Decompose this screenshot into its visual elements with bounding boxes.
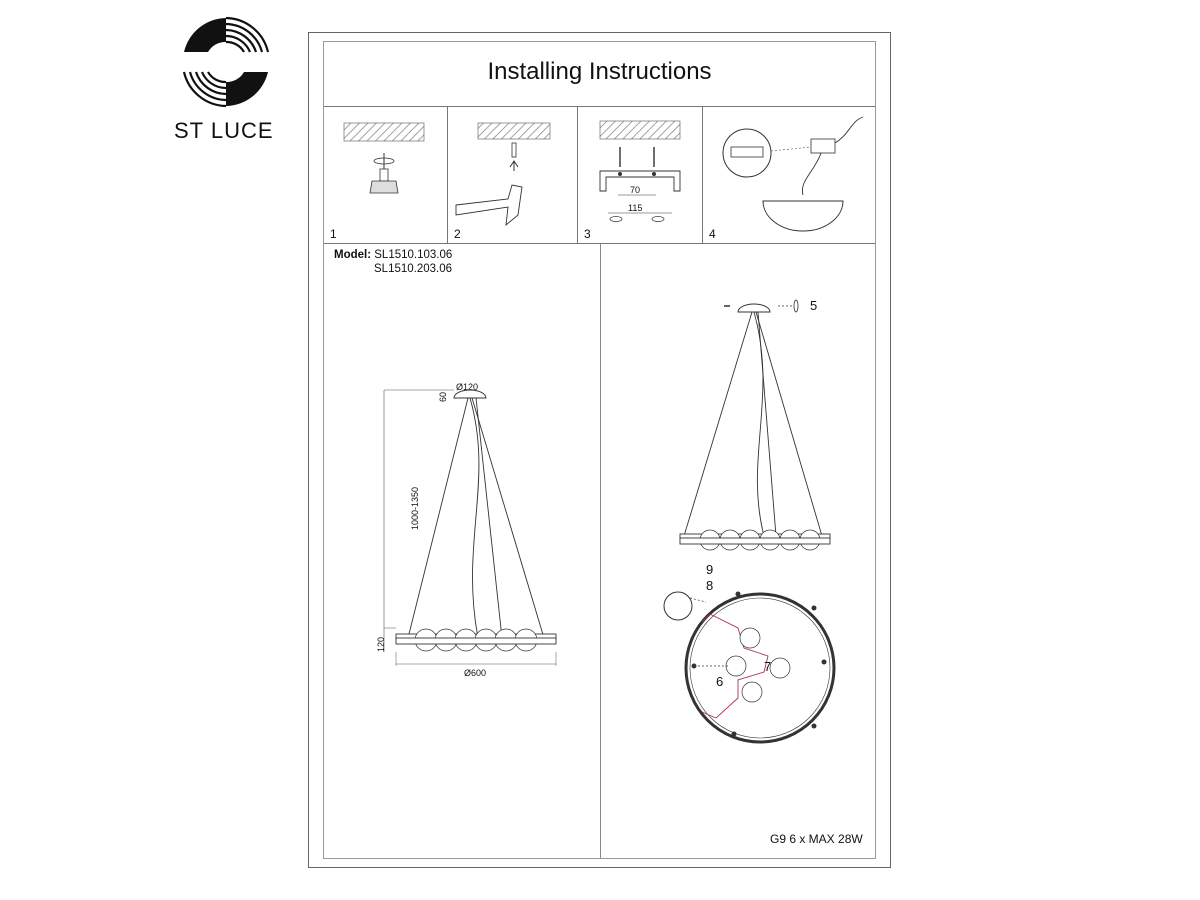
brand-logo <box>170 12 282 112</box>
page-title: Installing Instructions <box>487 58 712 85</box>
sheet-frame <box>323 41 876 859</box>
model-number-1: SL1510.103.06 <box>374 249 453 261</box>
step-3-illustration <box>578 107 703 237</box>
bulb-spec: G9 6 x MAX 28W <box>770 832 863 846</box>
assembly-drawing <box>654 288 874 778</box>
ring-diameter-label: Ø600 <box>464 668 487 678</box>
callout-5: 5 <box>810 298 818 313</box>
canopy-height-label: 60 <box>438 391 448 402</box>
callout-7: 7 <box>764 659 772 674</box>
model-label: Model: <box>334 249 372 261</box>
callout-9: 9 <box>706 562 714 577</box>
step-3-number: 3 <box>584 227 591 241</box>
step-1-panel <box>324 107 448 243</box>
step-1-number: 1 <box>330 227 337 241</box>
canopy-diameter-label: Ø120 <box>456 382 479 392</box>
step-3-panel <box>578 107 703 243</box>
step-4-panel <box>703 107 875 243</box>
step-2-number: 2 <box>454 227 461 241</box>
brand-name: ST LUCE <box>174 118 274 143</box>
model-info <box>334 248 452 276</box>
panel-divider <box>600 244 601 858</box>
step-3-spacing-label: 115 <box>628 203 643 213</box>
callout-6: 6 <box>716 674 724 689</box>
ring-height-label: 120 <box>376 636 386 652</box>
step-4-number: 4 <box>709 227 716 241</box>
step-2-illustration <box>448 107 578 237</box>
model-number-2: SL1510.203.06 <box>374 263 453 275</box>
callout-8: 8 <box>706 578 714 593</box>
total-height-label: 1000-1350 <box>410 486 420 530</box>
steps-row <box>324 106 875 244</box>
step-4-illustration <box>703 107 875 243</box>
step-1-illustration <box>324 107 448 217</box>
step-2-panel <box>448 107 578 243</box>
dimension-drawing <box>364 362 584 682</box>
step-3-width-label: 70 <box>630 185 641 195</box>
instruction-sheet <box>308 32 891 868</box>
